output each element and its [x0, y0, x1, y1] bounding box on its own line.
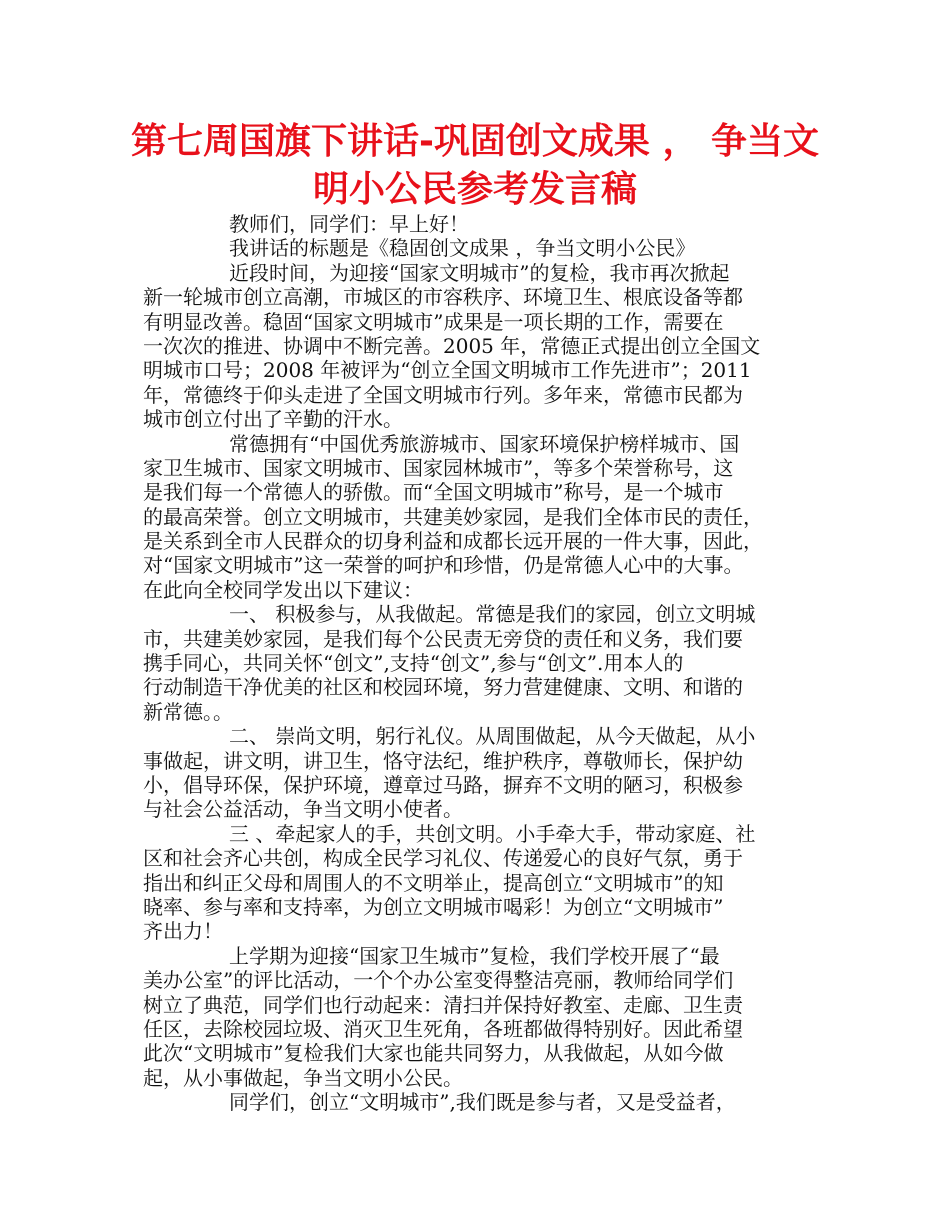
body-line: 明城市口号；2008 年被评为“创立全国文明城市工作先进市”；2011: [143, 358, 752, 383]
body-line: 是关系到全市人民群众的切身利益和成都长远开展的一件大事，因此，: [143, 529, 763, 554]
title-line-1: 第七周国旗下讲话-巩固创文成果 ， 争当文: [130, 121, 819, 162]
body-line: 美办公室”的评比活动，一个个办公室变得整洁亮丽，教师给同学们: [143, 968, 734, 993]
body-line: 事做起，讲文明，讲卫生，恪守法纪，维护秩序，尊敬师长，保护幼: [143, 748, 743, 773]
body-line: 近段时间，为迎接“国家文明城市”的复检，我市再次掀起: [229, 260, 730, 285]
body-line: 的最高荣誉。创立文明城市，共建美妙家园，是我们全体市民的责任，: [143, 504, 763, 529]
body-line: 晓率、参与率和支持率，为创立文明城市喝彩！为创立“文明城市”: [143, 894, 724, 919]
body-line: 起，从小事做起，争当文明小公民。: [143, 1065, 463, 1090]
body-line: 一次次的推进、协调中不断完善。2005 年，常德正式提出创立全国文: [143, 333, 761, 358]
document-title: [130, 118, 820, 214]
body-line: 行动制造干净优美的社区和校园环境，努力营建健康、文明、和谐的: [143, 675, 743, 700]
body-line: 齐出力！: [143, 919, 223, 944]
body-line: 对“国家文明城市”这一荣誉的呵护和珍惜，仍是常德人心中的大事。: [143, 553, 744, 578]
body-line: 教师们，同学们：早上好！: [229, 212, 469, 236]
body-line: 年，常德终于仰头走进了全国文明城市行列。多年来，常德市民都为: [143, 382, 743, 407]
body-line: 上学期为迎接“国家卫生城市”复检，我们学校开展了“最: [229, 943, 720, 968]
body-line: 常德拥有“中国优秀旅游城市、国家环境保护榜样城市、国: [229, 431, 740, 456]
body-line: 任区，去除校园垃圾、消灭卫生死角，各班都做得特别好。因此希望: [143, 1016, 743, 1041]
body-line: 有明显改善。稳固“国家文明城市”成果是一项长期的工作，需要在: [143, 309, 724, 334]
body-line: 新一轮城市创立高潮，市城区的市容秩序、环境卫生、根底设备等都: [143, 285, 743, 310]
body-line: 指出和纠正父母和周围人的不文明举止，提高创立“文明城市”的知: [143, 870, 724, 895]
body-line: 市，共建美妙家园，是我们每个公民责无旁贷的责任和义务，我们要: [143, 626, 743, 651]
body-line: 区和社会齐心共创，构成全民学习礼仪、传递爱心的良好气氛，勇于: [143, 846, 743, 871]
body-line: 是我们每一个常德人的骄傲。而“全国文明城市”称号，是一个城市: [143, 480, 724, 505]
body-line: 此次“文明城市”复检我们大家也能共同努力，从我做起，从如今做: [143, 1041, 724, 1066]
body-line: 同学们，创立“文明城市”,我们既是参与者，又是受益者，: [229, 1090, 736, 1115]
title-line-2: 明小公民参考发言稿: [312, 169, 637, 210]
body-line: 三 、牵起家人的手，共创文明。小手牵大手，带动家庭、社: [229, 821, 756, 846]
body-line: 小，倡导环保，保护环境，遵章过马路，摒弃不文明的陋习，积极参: [143, 772, 743, 797]
body-line: 新常德。。: [143, 699, 233, 724]
body-line: 城市创立付出了辛勤的汗水。: [143, 407, 403, 432]
body-line: 在此向全校同学发出以下建议：: [143, 577, 423, 602]
body-line: 家卫生城市、国家文明城市、国家园林城市”，等多个荣誉称号，这: [143, 455, 734, 480]
body-line: 一、 积极参与，从我做起。常德是我们的家园，创立文明城: [229, 602, 756, 627]
body-line: 树立了典范，同学们也行动起来：清扫并保持好教室、走廊、卫生责: [143, 992, 743, 1017]
body-line: 二、 崇尚文明，躬行礼仪。从周围做起，从今天做起，从小: [229, 724, 756, 749]
document-body: [143, 212, 823, 1114]
body-line: 携手同心，共同关怀“创文”,支持“创文”,参与“创文”.用本人的: [143, 651, 684, 676]
body-line: 我讲话的标题是《稳固创文成果 ，争当文明小公民》: [229, 236, 696, 261]
body-line: 与社会公益活动，争当文明小使者。: [143, 797, 463, 822]
